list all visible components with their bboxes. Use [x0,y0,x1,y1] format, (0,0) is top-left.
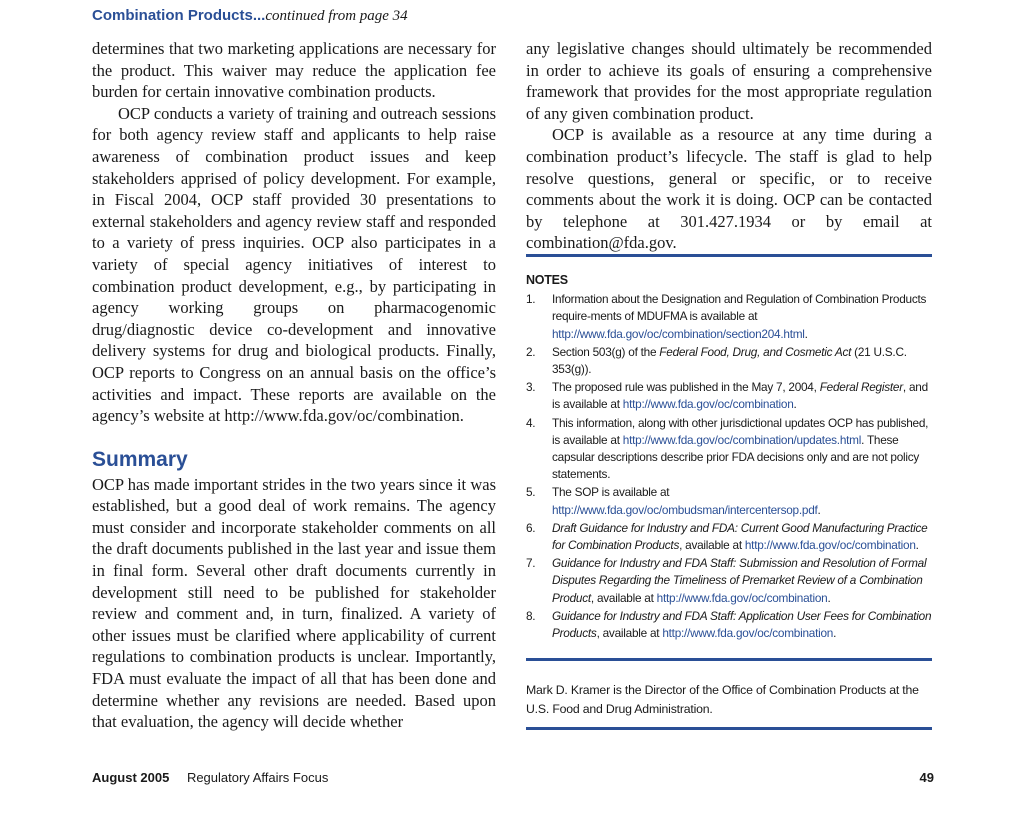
note-number: 7. [526,556,536,571]
footer-publication: Regulatory Affairs Focus [186,770,329,785]
note-link[interactable]: http://www.fda.gov/oc/combination [622,397,794,412]
note-item [526,291,932,343]
note-item [526,484,932,518]
note-text: This information, along with other jurisdictional updates OCP has published, is available at [552,415,929,447]
note-link[interactable]: http://www.fda.gov/oc/combination [744,538,916,553]
summary-paragraph: OCP has made important strides in the two years since it was established, but a good deal of work remains. The agency must consider and incorporate stakeholder comments on all the draft documents published in the last year and issue them in final form. Several other draft documents currently in development still need to be published for stakeholder review and comment and, in turn, finalized. A variety of other issues must be clarified where applicability of current regulations to combination products is unclear. Importantly, FDA must evaluate the impact of all that has been done and determine whether any revisions are needed. Based upon that evaluation, the agency will decide whether [92,474,496,732]
note-item [526,344,932,378]
note-text: (21 U.S.C. 353(g)). [552,344,907,377]
note-item [526,520,932,554]
note-text: . [915,538,919,553]
note-citation-title: Guidance for Industry and FDA Staff: Application User Fees for Combination Products [552,608,932,641]
note-text: , and is available at [552,380,928,412]
note-text: Information about the Designation and Regulation of Combination Products require-ments of MDUFMA is available at [552,292,927,324]
right-paragraph-1: any legislative changes should ultimately be recommended in order to achieve its goals of ensuring a comprehensive framework that provides for the most appropriate regulation of any given combination product. [526,39,932,123]
right-paragraph-2: OCP is available as a resource at any time during a combination product’s lifecycle. The staff is glad to help resolve questions, general or specific, or to receive comments about the work it is doing. OCP can be contacted by telephone at 301.427.1934 or by email at combination@fda.gov. [526,125,932,253]
note-citation-title: Federal Food, Drug, and Cosmetic Act [659,344,852,359]
notes-top-rule [526,254,932,257]
notes-bottom-rule [526,658,932,661]
page-number: 49 [919,770,934,785]
note-text: . [804,326,808,341]
note-link[interactable]: http://www.fda.gov/oc/combination [656,590,828,605]
note-text: . These capsular descriptions describe prior FDA decisions only and are not policy statements. [552,432,920,482]
bio-bottom-rule [526,727,932,730]
note-link[interactable]: http://www.fda.gov/oc/combination [662,626,834,641]
note-link[interactable]: http://www.fda.gov/oc/combination/section204.html [552,326,805,341]
notes-section [526,272,932,643]
notes-heading: NOTES [526,273,568,287]
left-paragraph-1: determines that two marketing applications are necessary for the product. This waiver may reduce the application fee burden for certain innovative combination products. [92,39,496,102]
note-item [526,555,932,607]
author-bio: Mark D. Kramer is the Director of the Office of Combination Products at the U.S. Food and Drug Administration. [526,683,919,716]
left-column [92,38,496,733]
page-footer [92,770,934,785]
note-number: 5. [526,485,536,500]
note-item [526,415,932,484]
header-title: Combination Products... [92,7,266,24]
note-number: 8. [526,608,536,623]
left-paragraph-2: OCP conducts a variety of training and outreach sessions for both agency review staff and applicants to help raise awareness of combination product issues and keep stakeholders apprised of policy development. For example, in Fiscal 2004, OCP staff provided 30 presentations to external stakeholders and agency review staff and responded to a variety of press inquiries. OCP also participates in a variety of special agency initiatives of interest to combination product development, e.g., by participating in agency working groups on pharmacogenomic drug/diagnostic device co-development and innovative delivery systems for drug and biological products. Finally, OCP reports to Congress on an annual basis on the office’s activities and impact. These reports are available on the agency’s website at http://www.fda.gov/oc/combination. [92,103,496,426]
note-text: The SOP is available at [552,485,670,500]
note-number: 4. [526,415,536,430]
notes-list [526,291,932,642]
note-number: 1. [526,292,536,307]
right-column [526,38,932,254]
note-text: , available at [596,626,663,641]
note-link[interactable]: http://www.fda.gov/oc/combination/updates.html [622,432,862,447]
note-text: . [793,397,797,412]
note-citation-title: Draft Guidance for Industry and FDA: Current Good Manufacturing Practice for Combination Products [552,520,928,553]
summary-heading: Summary [92,447,188,471]
note-citation-title: Guidance for Industry and FDA Staff: Submission and Resolution of Formal Disputes Regarding the Timeliness of Premarket Review of a Combination Product [552,556,927,605]
header-continued: continued from page 34 [265,8,408,24]
note-text: The proposed rule was published in the May 7, 2004, [552,380,820,395]
footer-date: August 2005 [92,770,170,785]
note-text: , available at [679,538,745,553]
note-text: Section 503(g) of the [552,344,660,359]
note-item [526,379,932,413]
running-header [92,7,408,25]
note-link[interactable]: http://www.fda.gov/oc/ombudsman/intercentersop.pdf [552,502,818,517]
note-text: . [827,590,831,605]
note-text: . [833,626,837,641]
note-text: . [817,502,821,517]
note-citation-title: Federal Register [819,380,903,395]
note-number: 2. [526,344,536,359]
note-number: 3. [526,380,536,395]
note-number: 6. [526,520,536,535]
note-item [526,608,932,642]
note-text: , available at [590,590,657,605]
